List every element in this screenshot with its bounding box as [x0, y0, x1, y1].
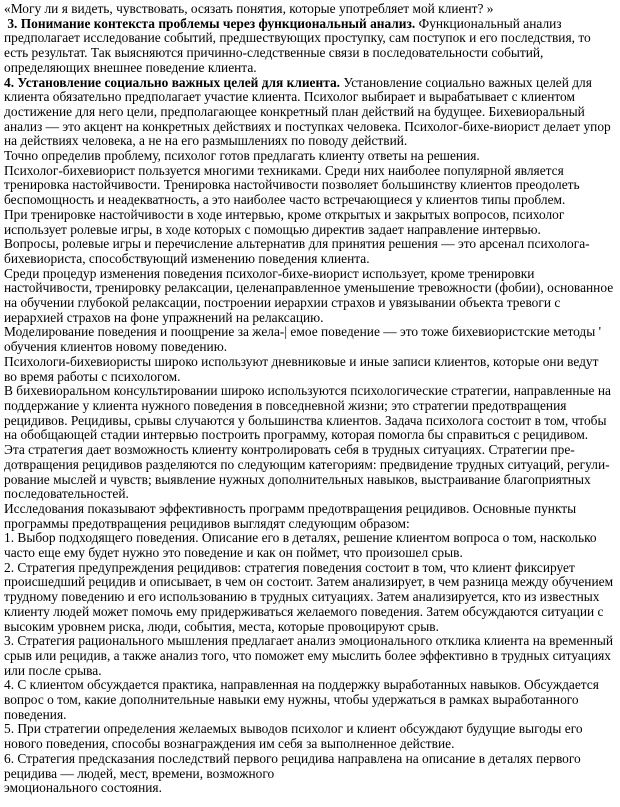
- paragraph: [4, 76, 614, 150]
- paragraph: [4, 17, 614, 76]
- paragraph: Среди процедур изменения поведения психолог-бихе-виорист использует, кроме тренировки настойчивости, тренировку релаксации, целенаправленное уменьшение тревожности (фобии), основанное на обучении глубокой релаксации, построении иерархии страхов и увязывании объекта тревоги с иерархией страхов на фоне упражнений на релаксацию.: [4, 265, 614, 325]
- paragraph: «Могу ли я видеть, чувствовать, осязать понятия, которые употребляет мой клиент? »: [4, 1, 494, 16]
- list-item: 2. Стратегия предупреждения рецидивов: стратегия поведения состоит в том, что клиент фиксирует происшедший рецидив и описывает, в чем он состоит. Затем анализирует, в чем разница между обучением трудному поведению и его использованию в трудных ситуациях. Затем анализируется, кто из известных клиенту людей может помочь ему придерживаться желаемого поведения. Затем обсуждаются ситуации с высоким уровнем риска, люди, события, места, которые провоцируют срыв.: [4, 559, 614, 634]
- paragraph: Исследования показывают эффективность программ предотвращения рецидивов. Основные пункты программы предотвращения рецидивов выглядят следующим образом:: [4, 500, 577, 531]
- paragraph: Вопросы, ролевые игры и перечисление альтернатив для принятия решения — это арсенал психолога-бихевиориста, способствующий изменению поведения клиента.: [4, 236, 590, 266]
- section-heading: 3. Понимание контекста проблемы через функциональный анализ.: [7, 15, 416, 31]
- paragraph: Психологи-бихевиористы широко используют дневниковые и иные записи клиентов, которые они ведут во время работы с психологом.: [4, 353, 599, 384]
- list-item: 6. Стратегия предсказания последствий первого рецидива направлена на описание в деталях первого рецидива — людей, мест, времени, возможного: [4, 750, 581, 781]
- paragraph: Моделирование поведения и поощрение за жела-| емое поведение — это тоже бихевиористские методы ' обучения клиентов новому поведению.: [4, 324, 602, 355]
- list-item: 4. С клиентом обсуждается практика, направленная на поддержку выработанных навыков. Обсуждается вопрос о том, какие дополнительные навыки ему нужны, чтобы удержаться в рамках выработанного поведения.: [4, 677, 599, 722]
- paragraph: Точно определив проблему, психолог готов предлагать клиенту ответы на решения.: [4, 148, 480, 164]
- paragraph: эмоционального состояния.: [4, 780, 162, 796]
- list-item: 3. Стратегия рационального мышления предлагает анализ эмоционального отклика клиента на временный срыв или рецидив, а также анализ того, что поможет ему мыслить более эффективно в трудных ситуациях или после срыва.: [4, 633, 614, 678]
- list-item: 1. Выбор подходящего поведения. Описание его в деталях, решение клиентом вопроса о том, насколько часто еще ему будет нужно это поведение и как он поймет, что произошел срыв.: [4, 530, 597, 561]
- paragraph-text: Функциональный анализ предполагает исследование событий, предшествующих проступку, сам поступок и его последствия, то есть результат. Так выясняются причинно-следственные связи в последовательности событий, определяющих внешнее поведение клиента.: [4, 15, 591, 75]
- paragraph-text: Установление социально важных целей для клиента обязательно предполагает участие клиента. Психолог выбирает и вырабатывает с клиентом достижение для него цели, предполагающее конкретный план действий на будущее. Бихевиоральный анализ — это акцент на конкретных действиях и поступках человека. Психолог-бихе-виорист делает упор на действиях человека, а не на его размышлениях по поводу действий.: [4, 74, 611, 149]
- paragraph: Психолог-бихевиорист пользуется многими техниками. Среди них наиболее популярной является тренировка настойчивости. Тренировка настойчивости позволяет большинству клиентов преодолеть беспомощность и неадекватность, а это наиболее часто встречающиеся у клиентов типы проблем.: [4, 162, 580, 208]
- paragraph: Эта стратегия дает возможность клиенту контролировать себя в трудных ситуациях. Стратегии пре-дотвращения рецидивов разделяются по следующим категориям: предвидение трудных ситуаций, регули-рование мыслей и чувств; выявление нужных дополнительных навыков, выстраивание благоприятных последовательностей.: [4, 442, 610, 502]
- paragraph: В бихевиоральном консультировании широко используются психологические стратегии, направленные на поддержание у клиента нужного поведения в повседневной жизни; это стратегии предотвращения рецидивов. Рецидивы, срывы случаются у большинства клиентов. Задача психолога состоит в том, чтобы на обобщающей стадии интервью построить программу, которая помогла бы справиться с рецидивом.: [4, 383, 611, 443]
- list-item: 5. При стратегии определения желаемых выводов психолог и клиент обсуждают будущие выгоды его нового поведения, способы вознаграждения им себя за выполненное действие.: [4, 721, 583, 752]
- section-heading: 4. Установление социально важных целей для клиента.: [4, 74, 340, 90]
- paragraph: При тренировке настойчивости в ходе интервью, кроме открытых и закрытых вопросов, психолог использует ролевые игры, в ходе которых с помощью директив задает направление интервью.: [4, 206, 565, 237]
